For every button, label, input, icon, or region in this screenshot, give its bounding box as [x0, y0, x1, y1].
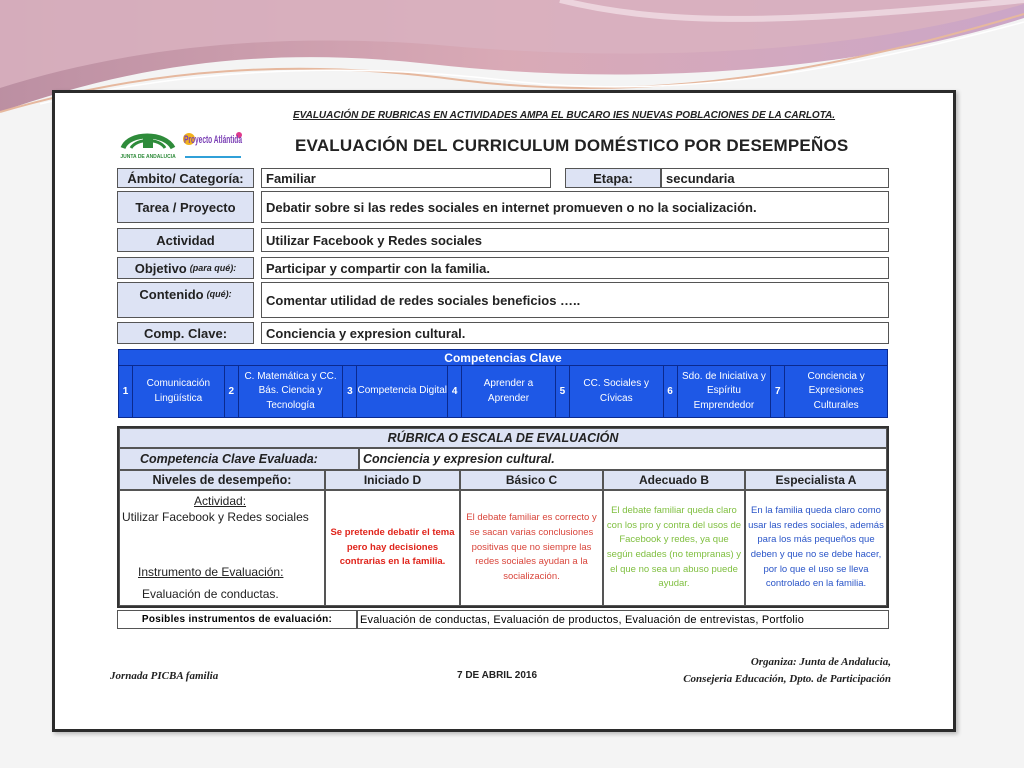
junta-de-andalucia-logo — [117, 126, 179, 166]
instrumentos-label: Posibles instrumentos de evaluación: — [117, 610, 357, 629]
competencia-name: Conciencia y Expresiones Culturales — [807, 370, 865, 411]
comp-clave-value: Conciencia y expresion cultural. — [261, 322, 889, 344]
descriptor-adecuado: El debate familiar queda claro con los pro y contra del usos de Facebook y redes, ya que según edades (no tempranas) y el que no sea un abuso puede ayudar. — [603, 490, 745, 606]
ambito-label: Ámbito/ Categoría: — [117, 168, 254, 188]
niveles-label: Niveles de desempeño: — [119, 470, 325, 490]
rubrica-actividad-text: Utilizar Facebook y Redes sociales — [122, 510, 309, 524]
contenido-hint: (qué): — [206, 289, 232, 299]
rubrica-instrumento-heading: Instrumento de Evaluación: — [138, 565, 284, 579]
objetivo-hint: (para qué): — [189, 263, 237, 273]
competencias-title: Competencias Clave — [118, 349, 888, 366]
rubrica-instrumento-text: Evaluación de conductas. — [142, 587, 279, 601]
competencia-num: 3 — [343, 366, 357, 417]
competencia-evaluada-value: Conciencia y expresion cultural. — [359, 448, 887, 470]
proyecto-atlantida-logo — [179, 127, 247, 163]
level-header: Iniciado D — [325, 470, 460, 490]
ambito-value: Familiar — [261, 168, 551, 188]
footer-date: 7 DE ABRIL 2016 — [457, 670, 538, 681]
descriptor-especialista: En la familia queda claro como usar las redes sociales, además para los más pequeños que deben y que no se debe hacer, por lo que el uso se lleva controlado en la familia. — [745, 490, 887, 606]
comp-clave-label: Comp. Clave: — [117, 322, 254, 344]
rubrica-actividad-heading: Actividad: — [194, 494, 247, 508]
level-header: Básico C — [460, 470, 603, 490]
instrumentos-value: Evaluación de conductas, Evaluación de productos, Evaluación de entrevistas, Portfolio — [357, 610, 889, 629]
competencia-name: CC. Sociales y Cívicas — [570, 366, 664, 417]
competencias-row — [118, 365, 888, 418]
footer-organiza-line1: Organiza: Junta de Andalucia, — [750, 656, 891, 668]
competencia-num: 1 — [119, 366, 133, 417]
actividad-value: Utilizar Facebook y Redes sociales — [261, 228, 889, 252]
actividad-instrumento-cell — [119, 490, 325, 606]
competencia-name: Competencia Digital — [357, 366, 448, 417]
competencia-evaluada-label: Competencia Clave Evaluada: — [119, 448, 359, 470]
logo-junta-text: JUNTA DE ANDALUCIA — [120, 154, 176, 160]
competencia-name: Comunicación Lingüística — [133, 366, 225, 417]
competencia-num: 6 — [664, 366, 678, 417]
tarea-value: Debatir sobre si las redes sociales en internet promueven o no la socialización. — [261, 191, 889, 223]
descriptor-basico: El debate familiar es correcto y se sacan varias conclusiones positivas que no siempre las redes sociales ayudan a la socialización. — [460, 490, 603, 606]
footer-jornada: Jornada PICBA familia — [110, 670, 219, 682]
rubrica-title: RÚBRICA O ESCALA DE EVALUACIÓN — [119, 428, 887, 448]
competencia-num: 2 — [225, 366, 239, 417]
descriptor-iniciado: Se pretende debatir el tema pero hay decisiones contrarias en la familia. — [325, 490, 460, 606]
document-title: EVALUACIÓN DEL CURRICULUM DOMÉSTICO POR DESEMPEÑOS — [295, 136, 849, 155]
competencia-name: C. Matemática y CC. Bás. Ciencia y Tecnología — [239, 366, 344, 417]
level-header: Adecuado B — [603, 470, 745, 490]
footer-organiza — [683, 654, 891, 688]
etapa-value: secundaria — [661, 168, 889, 188]
level-header: Especialista A — [745, 470, 887, 490]
rubrica-table — [117, 426, 889, 608]
contenido-label-cell — [117, 282, 254, 318]
competencia-num: 5 — [556, 366, 570, 417]
document-subtitle: EVALUACIÓN DE RUBRICAS EN ACTIVIDADES AMPA EL BUCARO IES NUEVAS POBLACIONES DE LA CARLOTA. — [293, 110, 836, 121]
contenido-value: Comentar utilidad de redes sociales beneficios ….. — [261, 282, 889, 318]
competencia-name: Aprender a Aprender — [462, 366, 556, 417]
objetivo-label: Objetivo — [134, 260, 187, 276]
etapa-label: Etapa: — [565, 168, 661, 188]
competencia-name: Sdo. de Iniciativa y Espíritu Emprendedor — [678, 366, 772, 417]
objetivo-label-cell — [117, 257, 254, 279]
rubric-sheet — [52, 90, 956, 732]
logo-proyecto-text: Proyecto Atlántida — [184, 134, 243, 146]
footer-organiza-line2: Consejeria Educación, Dpto. de Participación — [683, 673, 891, 686]
objetivo-value: Participar y compartir con la familia. — [261, 257, 889, 279]
contenido-label: Contenido — [139, 287, 204, 302]
competencia-num: 7 — [771, 366, 785, 417]
actividad-label: Actividad — [117, 228, 254, 252]
competencia-num: 4 — [448, 366, 462, 417]
tarea-label: Tarea / Proyecto — [117, 191, 254, 223]
